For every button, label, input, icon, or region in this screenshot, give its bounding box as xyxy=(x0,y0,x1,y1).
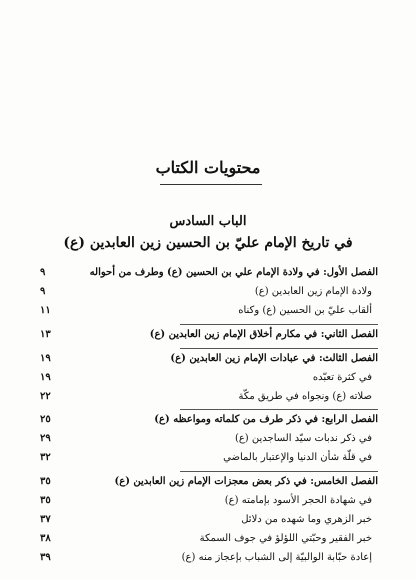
toc-entry-title: في كثرة تعبّده xyxy=(312,372,372,383)
section-divider xyxy=(180,348,378,349)
page-heading: محتويات الكتاب xyxy=(155,158,261,177)
toc-entry-title: ألقاب عليّ بن الحسين (ع) وكناه xyxy=(238,305,372,316)
toc-entry-chapter-5 xyxy=(40,473,378,491)
toc-entry-title: الفصل الأول: في ولادة الإمام علي بن الحسين (ع) وطرف من أحواله xyxy=(89,267,378,278)
toc-entry-title: ولادة الإمام زين العابدين (ع) xyxy=(254,286,372,297)
toc-entry-title: في شهادة الحجر الأسود بإمامته (ع) xyxy=(224,495,372,506)
toc-entry-title: الفصل الرابع: في ذكر طرف من كلماته ومواعظه (ع) xyxy=(154,414,378,425)
toc-entry xyxy=(40,283,378,301)
toc-entry-page: ١٩ xyxy=(40,353,51,364)
toc-entry xyxy=(40,388,378,406)
toc-entry xyxy=(40,549,378,567)
toc-entry-page: ٣٩ xyxy=(40,552,51,563)
toc-entry-title: الفصل الثالث: في عبادات الإمام زين العابدين (ع) xyxy=(170,353,378,364)
toc-entry-page: ٢٩ xyxy=(40,433,51,444)
toc-entry xyxy=(40,430,378,448)
part-title: الباب السادس xyxy=(169,214,247,229)
toc-entry-page: ٣٢ xyxy=(40,452,51,463)
toc-entry xyxy=(40,369,378,387)
toc-entry-title: خبر الفقير وحبّتي اللؤلؤ في جوف السمكة xyxy=(199,533,372,544)
toc-entry-page: ٣٨ xyxy=(40,533,51,544)
toc-entry-title: الفصل الثاني: في مكارم أخلاق الإمام زين العابدين (ع) xyxy=(149,329,378,340)
toc-entry-page: ١٣ xyxy=(40,329,51,340)
toc-entry xyxy=(40,492,378,510)
heading-underline xyxy=(160,184,262,185)
section-divider xyxy=(180,409,378,410)
toc-entry-chapter-1 xyxy=(40,264,378,282)
toc-entry-title: في ذكر ندبات سيّد الساجدين (ع) xyxy=(234,433,372,444)
part-subtitle: في تاريخ الإمام عليّ بن الحسين زين العابدين (ع) xyxy=(63,235,353,251)
toc-entry-page: ٣٥ xyxy=(40,495,51,506)
toc-entry-page: ٣٧ xyxy=(40,514,51,525)
toc-entry-chapter-4 xyxy=(40,411,378,429)
section-divider xyxy=(180,471,378,472)
toc-entry-page: ٢٢ xyxy=(40,391,51,402)
toc-entry xyxy=(40,511,378,529)
toc-entry-chapter-3 xyxy=(40,350,378,368)
toc-entry-title: في قلّة شأن الدنيا والإعتبار بالماضي xyxy=(223,452,372,463)
toc-entry-title: إعادة حبّابة الوالبيّة إلى الشباب بإعجاز منه (ع) xyxy=(181,552,372,563)
section-divider xyxy=(180,324,378,325)
toc-entry-page: ٣٥ xyxy=(40,476,51,487)
toc-entry-page: ١١ xyxy=(40,305,51,316)
toc-entry xyxy=(40,302,378,320)
toc-entry-title: خبر الزهري وما شهده من دلائل xyxy=(241,514,372,525)
toc-entry-chapter-2 xyxy=(40,326,378,344)
toc-entry-page: ٩ xyxy=(40,267,46,278)
toc-entry xyxy=(40,449,378,467)
toc-entry-page: ٢٥ xyxy=(40,414,51,425)
toc-entry xyxy=(40,530,378,548)
toc-entry-page: ٩ xyxy=(40,286,46,297)
toc-entry-title: صلاته (ع) ونجواه في طريق مكّة xyxy=(238,391,372,402)
toc-entry-title: الفصل الخامس: في ذكر بعض معجزات الإمام زين العابدين (ع) xyxy=(114,476,378,487)
toc-entry-page: ١٩ xyxy=(40,372,51,383)
